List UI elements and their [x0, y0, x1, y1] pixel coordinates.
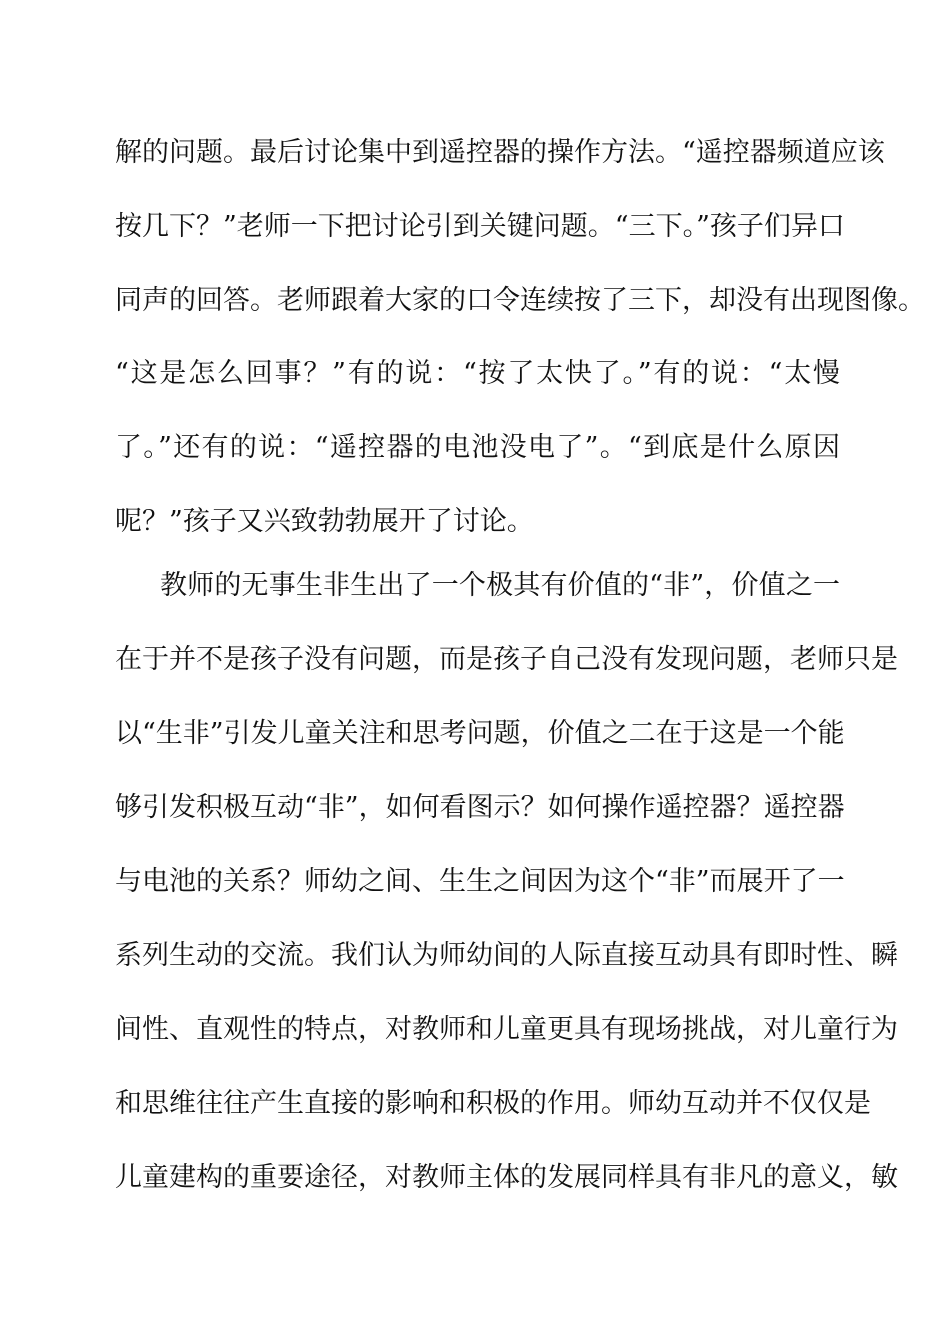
text-line: 儿童建构的重要途径，对教师主体的发展同样具有非凡的意义，敏 — [115, 1162, 898, 1193]
text-line: 以“生非”引发儿童关注和思考问题，价值之二在于这是一个能 — [115, 718, 845, 749]
text-line: 按几下？”老师一下把讨论引到关键问题。“三下。”孩子们异口 — [115, 211, 845, 242]
text-line: 间性、直观性的特点，对教师和儿童更具有现场挑战，对儿童行为 — [115, 1014, 898, 1045]
text-line: “这是怎么回事？”有的说：“按了太快了。”有的说：“太慢 — [115, 358, 840, 389]
text-line: 同声的回答。老师跟着大家的口令连续按了三下，却没有出现图像。 — [115, 285, 925, 316]
text-line: 教师的无事生非生出了一个极其有价值的“非”，价值之一 — [160, 570, 840, 601]
text-line: 了。”还有的说：“遥控器的电池没电了”。“到底是什么原因 — [115, 432, 840, 463]
text-line: 和思维往往产生直接的影响和积极的作用。师幼互动并不仅仅是 — [115, 1088, 871, 1119]
text-line: 解的问题。最后讨论集中到遥控器的操作方法。“遥控器频道应该 — [115, 137, 885, 168]
text-line: 够引发积极互动“非”，如何看图示？如何操作遥控器？遥控器 — [115, 792, 845, 823]
text-line: 在于并不是孩子没有问题，而是孩子自己没有发现问题，老师只是 — [115, 644, 898, 675]
text-line: 系列生动的交流。我们认为师幼间的人际直接互动具有即时性、瞬 — [115, 940, 898, 971]
text-line: 与电池的关系？师幼之间、生生之间因为这个“非”而展开了一 — [115, 866, 845, 897]
text-line: 呢？”孩子又兴致勃勃展开了讨论。 — [115, 506, 534, 537]
